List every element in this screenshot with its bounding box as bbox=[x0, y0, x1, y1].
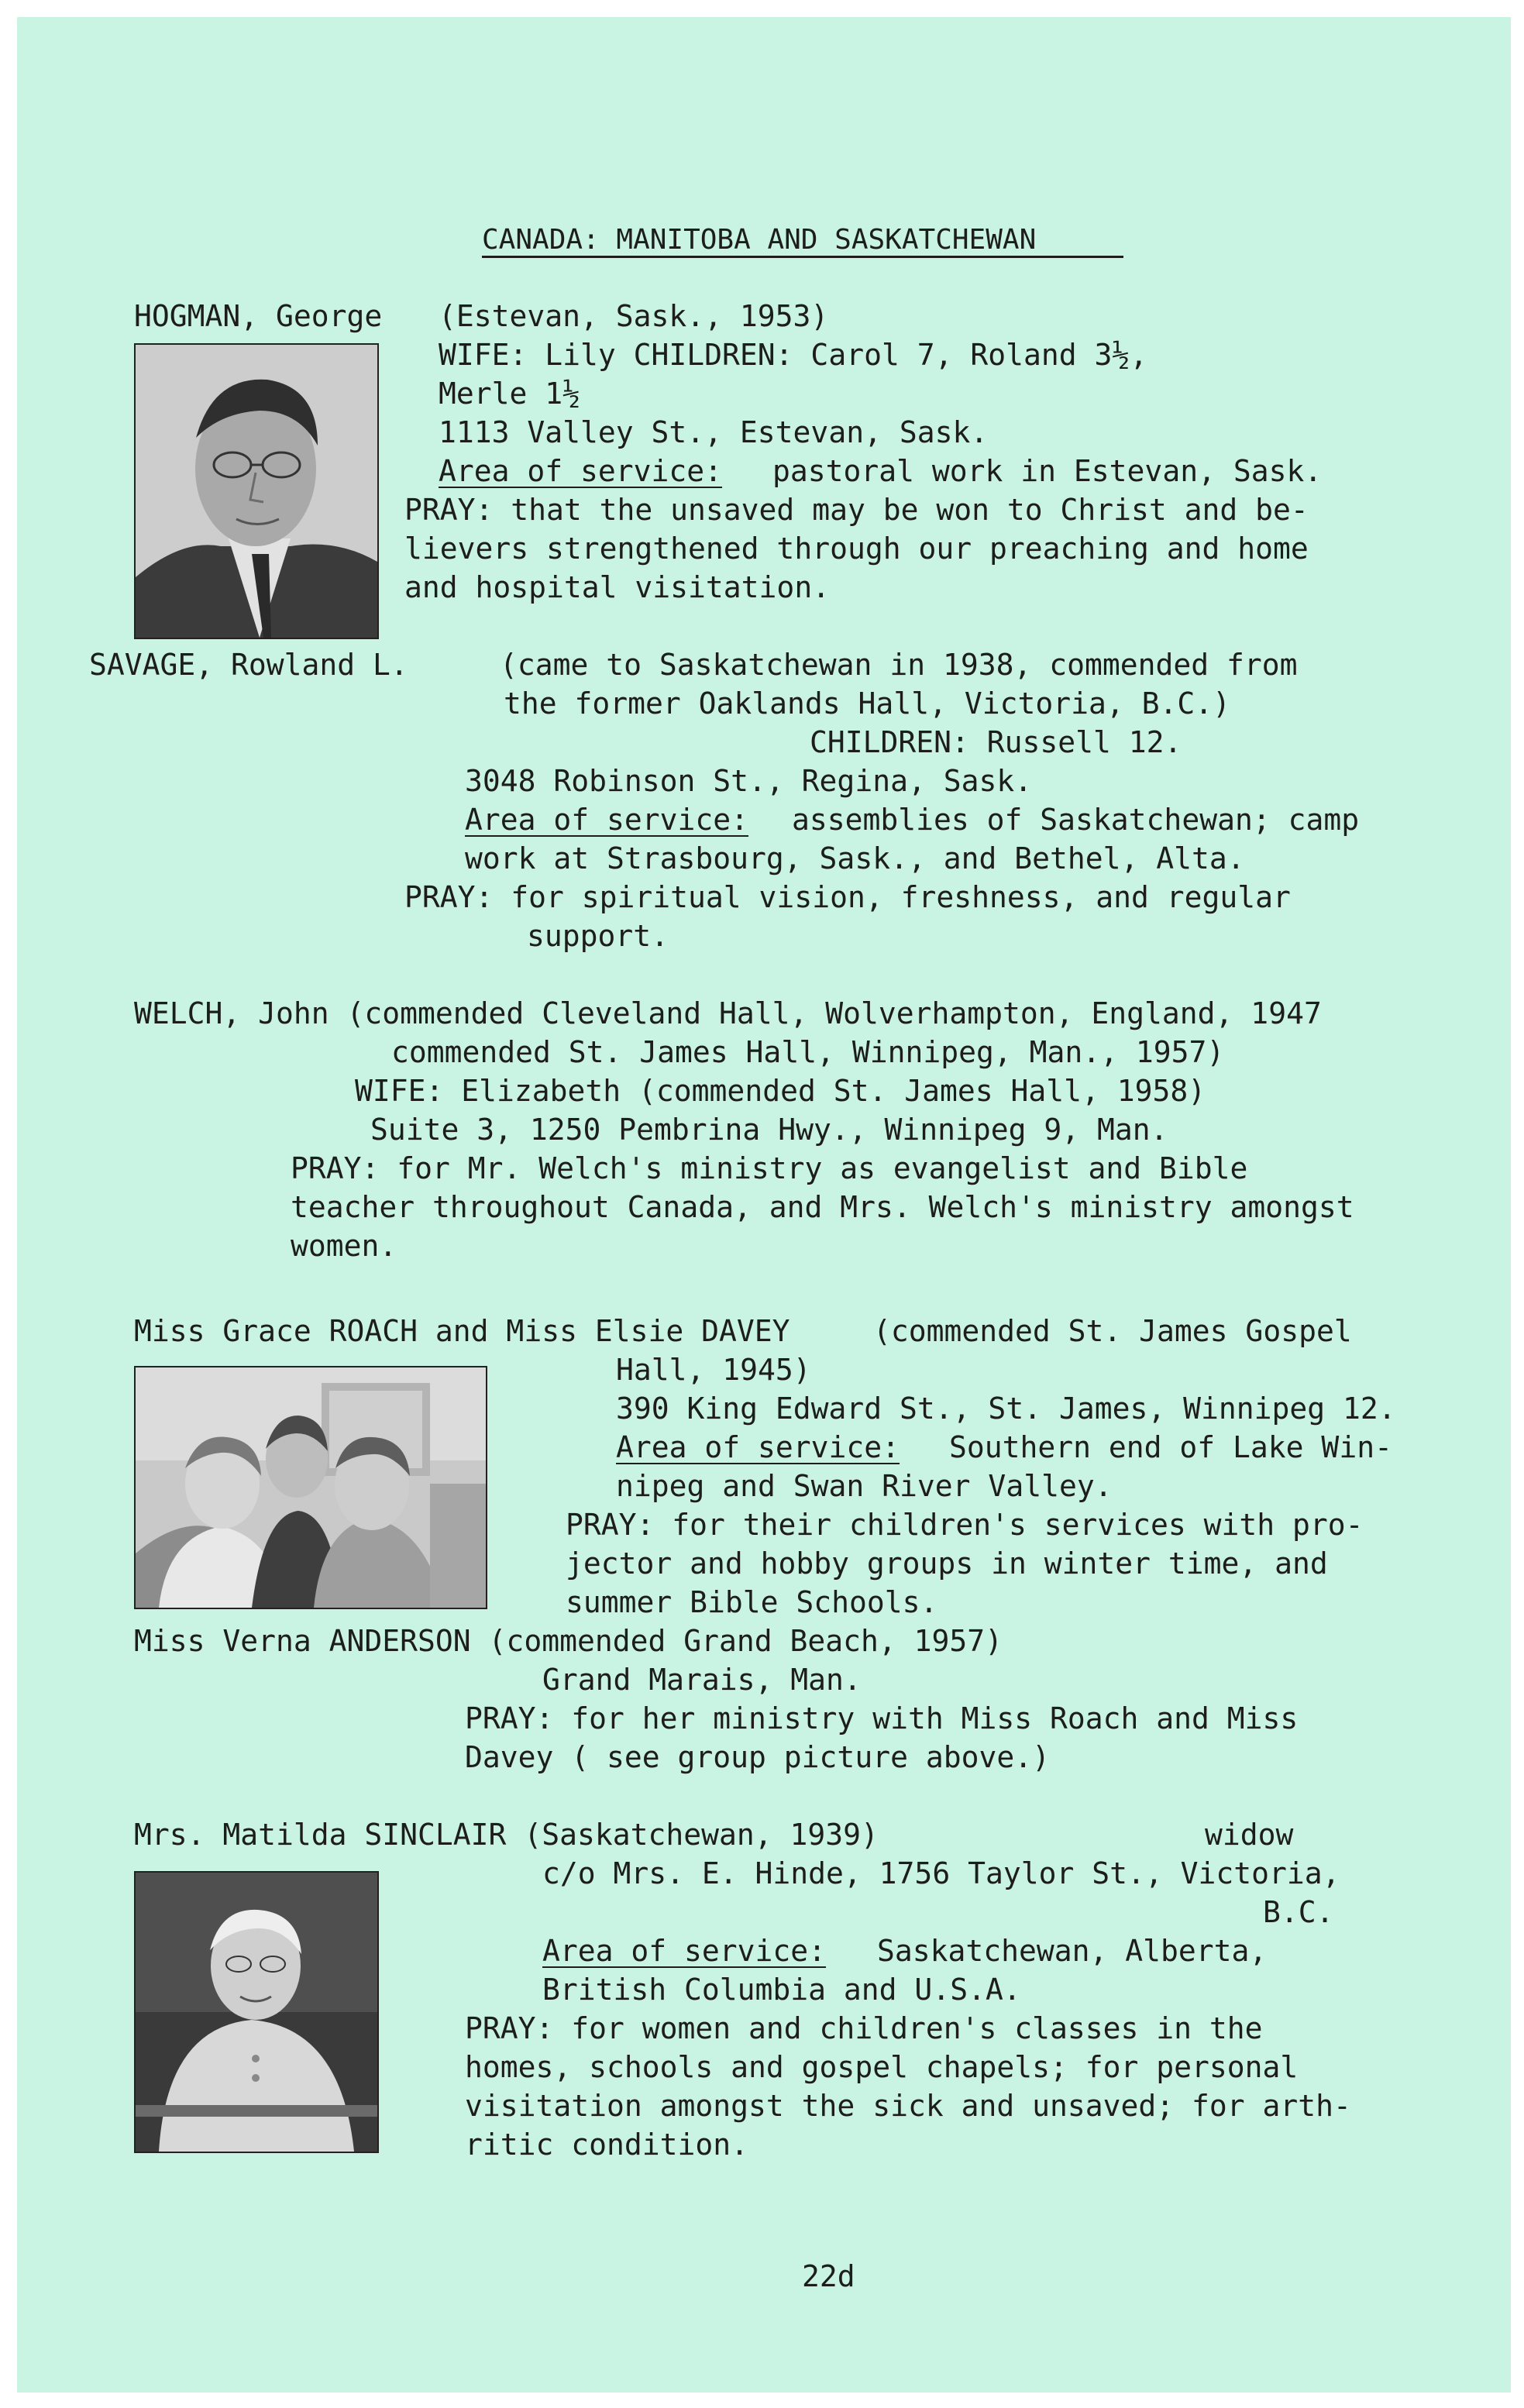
sinclair-status: widow bbox=[1205, 1818, 1294, 1852]
savage-children: CHILDREN: Russell 12. bbox=[810, 725, 1182, 759]
roach-name: Miss Grace ROACH and Miss Elsie DAVEY bbox=[134, 1314, 790, 1348]
sinclair-pray-1: PRAY: for women and children's classes in the bbox=[465, 2011, 1263, 2045]
hogman-family-cont: Merle 1½ bbox=[439, 377, 581, 411]
roach-pray-2: jector and hobby groups in winter time, and bbox=[566, 1546, 1328, 1581]
welch-pray-3: women. bbox=[291, 1229, 397, 1263]
sinclair-address-2: B.C. bbox=[1263, 1895, 1334, 1929]
roach-address: 390 King Edward St., St. James, Winnipeg 12. bbox=[616, 1391, 1396, 1426]
welch-line-1: WELCH, John (commended Cleveland Hall, Wolverhampton, England, 1947 bbox=[134, 996, 1322, 1030]
welch-pray-2: teacher throughout Canada, and Mrs. Welch's ministry amongst bbox=[291, 1190, 1354, 1224]
savage-pray-2: support. bbox=[527, 919, 669, 953]
anderson-line-2: Grand Marais, Man. bbox=[542, 1663, 862, 1697]
hogman-name: HOGMAN, George bbox=[134, 299, 383, 333]
roach-area-cont: nipeg and Swan River Valley. bbox=[616, 1469, 1113, 1503]
sinclair-pray-2: homes, schools and gospel chapels; for personal bbox=[465, 2050, 1299, 2084]
page-number: 22d bbox=[802, 2259, 855, 2293]
welch-line-2: commended St. James Hall, Winnipeg, Man., 1957) bbox=[391, 1035, 1225, 1069]
hogman-area-label: Area of service: bbox=[439, 454, 723, 488]
title-underline bbox=[482, 256, 1123, 258]
anderson-line-1: Miss Verna ANDERSON (commended Grand Beach, 1957) bbox=[134, 1624, 1003, 1658]
sinclair-photo bbox=[134, 1871, 379, 2153]
roach-info-2: Hall, 1945) bbox=[616, 1353, 811, 1387]
hogman-area-text: pastoral work in Estevan, Sask. bbox=[772, 454, 1323, 488]
savage-area-cont: work at Strasbourg, Sask., and Bethel, Alta. bbox=[465, 841, 1245, 875]
roach-pray-3: summer Bible Schools. bbox=[566, 1585, 938, 1619]
roach-pray-1: PRAY: for their children's services with pro- bbox=[566, 1508, 1364, 1542]
page-title: CANADA: MANITOBA AND SASKATCHEWAN bbox=[482, 224, 1037, 256]
hogman-address: 1113 Valley St., Estevan, Sask. bbox=[439, 415, 989, 449]
savage-area-label: Area of service: bbox=[465, 803, 749, 837]
sinclair-pray-4: ritic condition. bbox=[465, 2128, 749, 2162]
savage-pray-1: PRAY: for spiritual vision, freshness, and regular bbox=[404, 880, 1291, 914]
welch-pray-1: PRAY: for Mr. Welch's ministry as evangelist and Bible bbox=[291, 1151, 1248, 1185]
welch-line-3: WIFE: Elizabeth (commended St. James Hall, 1958) bbox=[355, 1074, 1206, 1108]
roach-davey-anderson-photo bbox=[134, 1366, 487, 1609]
hogman-info: (Estevan, Sask., 1953) bbox=[439, 299, 829, 333]
savage-address: 3048 Robinson St., Regina, Sask. bbox=[465, 764, 1033, 798]
hogman-family: WIFE: Lily CHILDREN: Carol 7, Roland 3½, bbox=[439, 338, 1148, 372]
sinclair-area-text: Saskatchewan, Alberta, bbox=[877, 1934, 1268, 1968]
welch-line-4: Suite 3, 1250 Pembrina Hwy., Winnipeg 9, Man. bbox=[370, 1113, 1168, 1147]
roach-area-label: Area of service: bbox=[616, 1430, 900, 1464]
savage-info-2: the former Oaklands Hall, Victoria, B.C.) bbox=[504, 686, 1230, 721]
sinclair-area-label: Area of service: bbox=[542, 1934, 827, 1968]
savage-area-text: assemblies of Saskatchewan; camp bbox=[792, 803, 1360, 837]
sinclair-pray-3: visitation amongst the sick and unsaved; for arth- bbox=[465, 2089, 1351, 2123]
savage-name: SAVAGE, Rowland L. bbox=[89, 648, 408, 682]
anderson-pray-2: Davey ( see group picture above.) bbox=[465, 1740, 1050, 1774]
hogman-photo bbox=[134, 343, 379, 639]
hogman-pray-2: lievers strengthened through our preaching and home bbox=[404, 531, 1309, 566]
roach-info: (commended St. James Gospel bbox=[873, 1314, 1352, 1348]
sinclair-area-cont: British Columbia and U.S.A. bbox=[542, 1973, 1021, 2007]
savage-info-1: (came to Saskatchewan in 1938, commended from bbox=[500, 648, 1298, 682]
sinclair-address: c/o Mrs. E. Hinde, 1756 Taylor St., Victoria, bbox=[542, 1856, 1340, 1890]
roach-area-text: Southern end of Lake Win- bbox=[949, 1430, 1392, 1464]
anderson-pray-1: PRAY: for her ministry with Miss Roach and Miss bbox=[465, 1701, 1299, 1735]
hogman-pray-1: PRAY: that the unsaved may be won to Christ and be- bbox=[404, 493, 1309, 527]
hogman-pray-3: and hospital visitation. bbox=[404, 570, 831, 604]
sinclair-name: Mrs. Matilda SINCLAIR (Saskatchewan, 1939) bbox=[134, 1818, 879, 1852]
